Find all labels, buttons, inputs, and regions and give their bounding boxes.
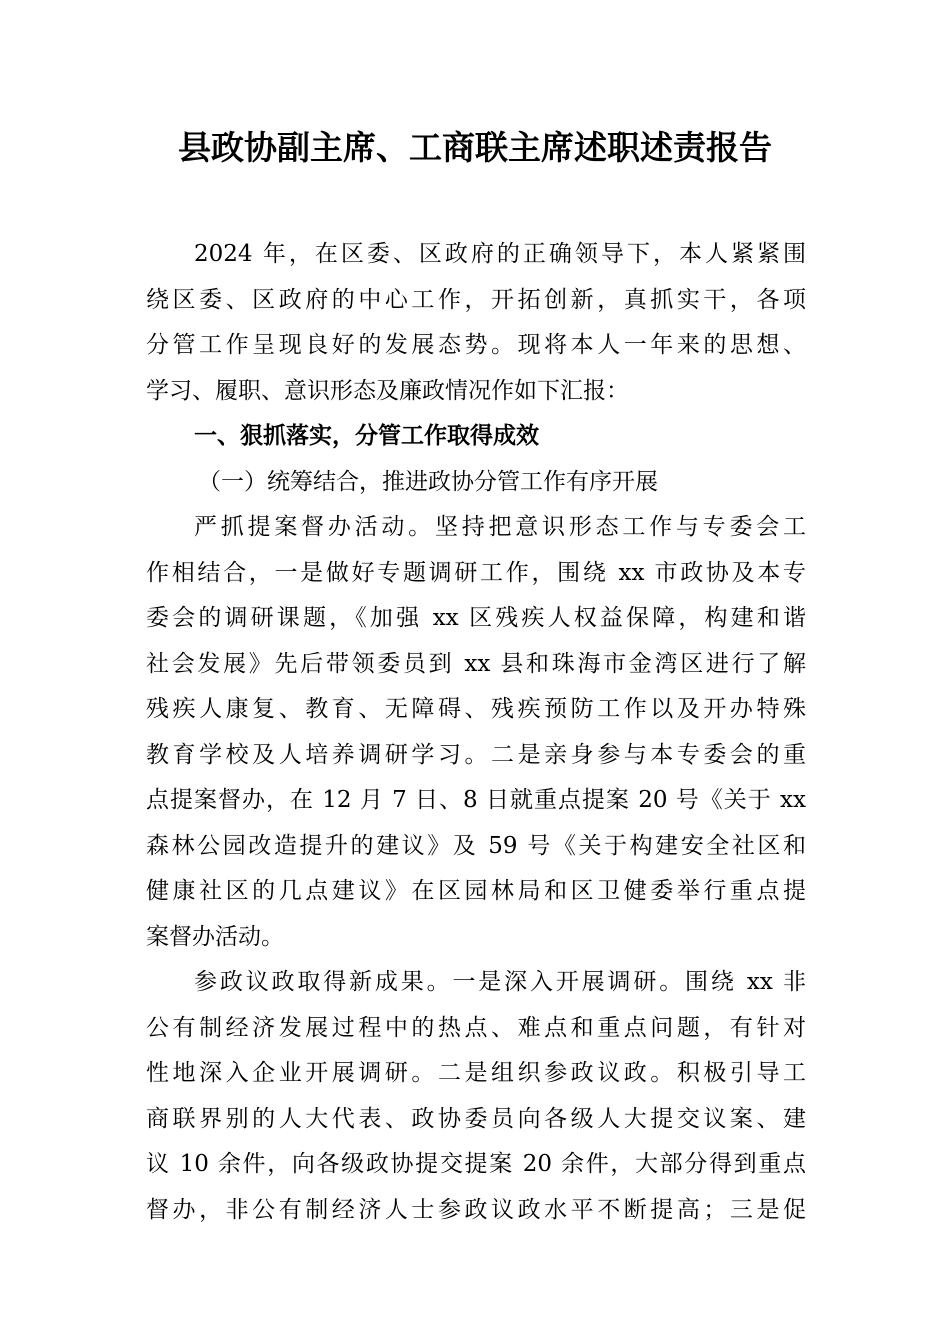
paragraph-line: 学习、履职、意识形态及廉政情况作如下汇报：: [146, 377, 629, 404]
paragraph-line: 点提案督办，在 12 月 7 日、8 日就重点提案 20 号《关于 xx: [146, 787, 806, 813]
paragraph-line: 作相结合，一是做好专题调研工作，围绕 xx 市政协及本专: [146, 559, 806, 586]
paragraph-line: 分管工作呈现良好的发展态势。现将本人一年来的思想、: [146, 332, 806, 358]
paragraph-line: 森林公园改造提升的建议》及 59 号《关于构建安全社区和: [146, 832, 806, 859]
document-title: 县政协副主席、工商联主席述职述责报告: [178, 128, 772, 167]
paragraph-line: 教育学校及人培养调研学习。二是亲身参与本专委会的重: [146, 741, 806, 768]
paragraph-line: 绕区委、区政府的中心工作，开拓创新，真抓实干，各项: [146, 286, 806, 313]
paragraph-line: 案督办活动。: [146, 923, 284, 950]
paragraph-line: 参政议政取得新成果。一是深入开展调研。围绕 xx 非: [194, 969, 806, 995]
paragraph-line: 健康社区的几点建议》在区园林局和区卫健委举行重点提: [146, 878, 806, 904]
subsection-heading: （一）统筹结合，推进政协分管工作有序开展: [198, 468, 658, 495]
paragraph-line: 社会发展》先后带领委员到 xx 县和珠海市金湾区进行了解: [146, 650, 806, 677]
section-heading: 一、狠抓落实，分管工作取得成效: [194, 423, 539, 449]
intro-paragraph: [146, 232, 806, 414]
political-participation-paragraph: [146, 960, 806, 1233]
paragraph-line: 公有制经济发展过程中的热点、难点和重点问题，有针对: [146, 1014, 806, 1041]
paragraph-line: 2024 年，在区委、区政府的正确领导下，本人紧紧围: [194, 241, 806, 267]
proposal-supervision-paragraph: [146, 505, 806, 960]
paragraph-line: 商联界别的人大代表、政协委员向各级人大提交议案、建: [146, 1105, 806, 1132]
paragraph-line: 督办，非公有制经济人士参政议政水平不断提高；三是促: [146, 1196, 806, 1223]
paragraph-line: 严抓提案督办活动。坚持把意识形态工作与专委会工: [194, 514, 806, 540]
document-body: [146, 232, 806, 1233]
paragraph-line: 委会的调研课题，《加强 xx 区残疾人权益保障，构建和谐: [146, 605, 806, 631]
paragraph-line: 残疾人康复、教育、无障碍、残疾预防工作以及开办特殊: [146, 696, 806, 722]
paragraph-line: 性地深入企业开展调研。二是组织参政议政。积极引导工: [146, 1060, 806, 1086]
paragraph-line: 议 10 余件，向各级政协提交提案 20 余件，大部分得到重点: [146, 1151, 806, 1177]
